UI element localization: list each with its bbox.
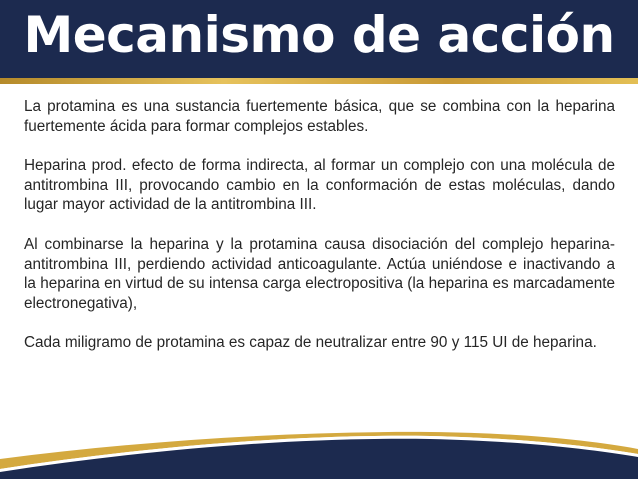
slide-body: [24, 97, 615, 373]
footer-wave-decoration: [0, 419, 638, 479]
title-gold-divider: [0, 78, 638, 84]
paragraph-neutralizacion-dosis: Cada miligramo de protamina es capaz de neutralizar entre 90 y 115 UI de heparina.: [24, 334, 597, 352]
paragraph-heparina-antitrombina: Heparina prod. efecto de forma indirecta, al formar un complejo con una molécula de antitrombina III, provocando cambio en la conformación de estas moléculas, dando lugar mayor actividad de la antitrombina III.: [24, 157, 615, 214]
slide-title: Mecanismo de acción: [23, 6, 615, 64]
paragraph-disociacion-complejo: Al combinarse la heparina y la protamina causa disociación del complejo heparina-antitrombina III, perdiendo actividad anticoagulante. Actúa uniéndose e inactivando a la heparina en virtud de su intensa carga electropositiva (la heparina es marcadamente electronegativa),: [24, 235, 615, 312]
title-band: [0, 0, 638, 78]
paragraph-protamina-basica: La protamina es una sustancia fuertemente básica, que se combina con la heparina fuertemente ácida para formar complejos estables.: [24, 98, 615, 135]
